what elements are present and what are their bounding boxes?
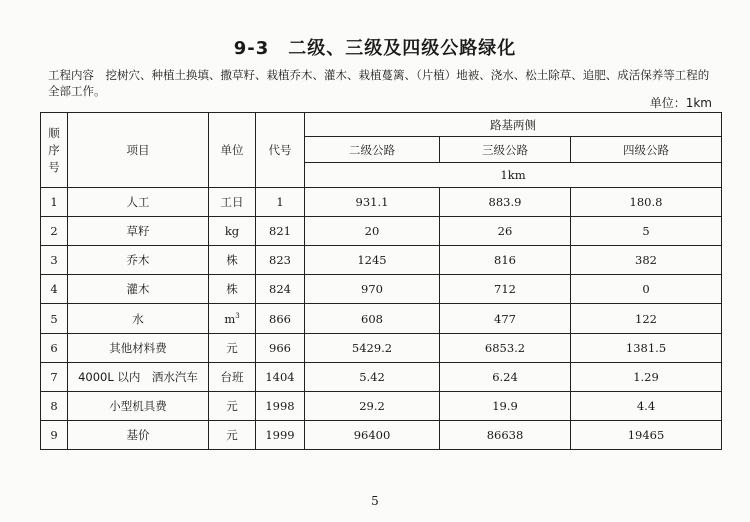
cell-seq: 7 xyxy=(41,363,68,392)
table-row xyxy=(41,246,722,275)
table-row xyxy=(41,421,722,450)
cell-item: 灌木 xyxy=(68,275,209,304)
cell-unit: 台班 xyxy=(209,363,256,392)
cell-grade3: 816 xyxy=(440,246,571,275)
header-per-unit: 1km xyxy=(305,163,722,188)
cell-grade2: 96400 xyxy=(305,421,440,450)
cell-code: 823 xyxy=(256,246,305,275)
table-row xyxy=(41,363,722,392)
cell-item: 水 xyxy=(68,304,209,334)
cell-unit: 株 xyxy=(209,275,256,304)
cell-seq: 5 xyxy=(41,304,68,334)
cell-grade4: 122 xyxy=(571,304,722,334)
cell-seq: 3 xyxy=(41,246,68,275)
table-row xyxy=(41,304,722,334)
cell-unit: $m^3$ xyxy=(209,304,256,334)
work-scope-text: 工程内容 挖树穴、种植土换填、撒草籽、栽植乔木、灌木、栽植蔓篱、（片植）地被、浇水、松土除草、追肥、成活保养等工程的全部工作。 xyxy=(48,68,710,98)
cell-unit: 元 xyxy=(209,392,256,421)
header-seq: 顺 序 号 xyxy=(41,113,68,188)
cell-seq: 1 xyxy=(41,188,68,217)
header-unit: 单位 xyxy=(209,113,256,188)
cell-unit: 元 xyxy=(209,334,256,363)
cell-grade3: 26 xyxy=(440,217,571,246)
header-grade3: 三级公路 xyxy=(440,137,571,163)
cell-unit: kg xyxy=(209,217,256,246)
quota-table xyxy=(40,112,722,450)
cell-item: 基价 xyxy=(68,421,209,450)
cell-grade2: 970 xyxy=(305,275,440,304)
table-row xyxy=(41,334,722,363)
cell-seq: 8 xyxy=(41,392,68,421)
table-row xyxy=(41,275,722,304)
table-row xyxy=(41,188,722,217)
cell-item: 草籽 xyxy=(68,217,209,246)
cell-seq: 4 xyxy=(41,275,68,304)
header-group: 路基两侧 xyxy=(305,113,722,137)
cell-grade2: 931.1 xyxy=(305,188,440,217)
cell-item: 4000L 以内 洒水汽车 xyxy=(68,363,209,392)
cell-grade4: 180.8 xyxy=(571,188,722,217)
cell-grade2: 5429.2 xyxy=(305,334,440,363)
cell-grade4: 0 xyxy=(571,275,722,304)
cell-item: 小型机具费 xyxy=(68,392,209,421)
cell-grade3: 712 xyxy=(440,275,571,304)
cell-unit: 株 xyxy=(209,246,256,275)
cell-code: 821 xyxy=(256,217,305,246)
cell-code: 1998 xyxy=(256,392,305,421)
cell-grade4: 382 xyxy=(571,246,722,275)
cell-seq: 9 xyxy=(41,421,68,450)
cell-grade3: 883.9 xyxy=(440,188,571,217)
cell-item: 其他材料费 xyxy=(68,334,209,363)
cell-code: 1 xyxy=(256,188,305,217)
header-code: 代号 xyxy=(256,113,305,188)
page-title: 9-3 二级、三级及四级公路绿化 xyxy=(233,38,517,59)
cell-unit: 元 xyxy=(209,421,256,450)
cell-grade4: 5 xyxy=(571,217,722,246)
page-number: 5 xyxy=(371,494,379,508)
table-row xyxy=(41,392,722,421)
cell-code: 824 xyxy=(256,275,305,304)
cell-grade3: 86638 xyxy=(440,421,571,450)
cell-grade4: 1381.5 xyxy=(571,334,722,363)
cell-grade4: 19465 xyxy=(571,421,722,450)
cell-code: 866 xyxy=(256,304,305,334)
cell-grade2: 20 xyxy=(305,217,440,246)
table-row xyxy=(41,217,722,246)
cell-grade3: 19.9 xyxy=(440,392,571,421)
cell-grade3: 477 xyxy=(440,304,571,334)
cell-grade2: 608 xyxy=(305,304,440,334)
cell-grade2: 1245 xyxy=(305,246,440,275)
cell-seq: 6 xyxy=(41,334,68,363)
cell-code: 1999 xyxy=(256,421,305,450)
cell-grade3: 6.24 xyxy=(440,363,571,392)
unit-note: 单位：1km xyxy=(649,96,712,110)
cell-grade3: 6853.2 xyxy=(440,334,571,363)
cell-item: 乔木 xyxy=(68,246,209,275)
header-grade2: 二级公路 xyxy=(305,137,440,163)
cell-grade2: 5.42 xyxy=(305,363,440,392)
cell-grade4: 4.4 xyxy=(571,392,722,421)
header-grade4: 四级公路 xyxy=(571,137,722,163)
cell-seq: 2 xyxy=(41,217,68,246)
cell-grade2: 29.2 xyxy=(305,392,440,421)
cell-grade4: 1.29 xyxy=(571,363,722,392)
cell-code: 1404 xyxy=(256,363,305,392)
cell-item: 人工 xyxy=(68,188,209,217)
cell-unit: 工日 xyxy=(209,188,256,217)
cell-code: 966 xyxy=(256,334,305,363)
header-item: 项目 xyxy=(68,113,209,188)
